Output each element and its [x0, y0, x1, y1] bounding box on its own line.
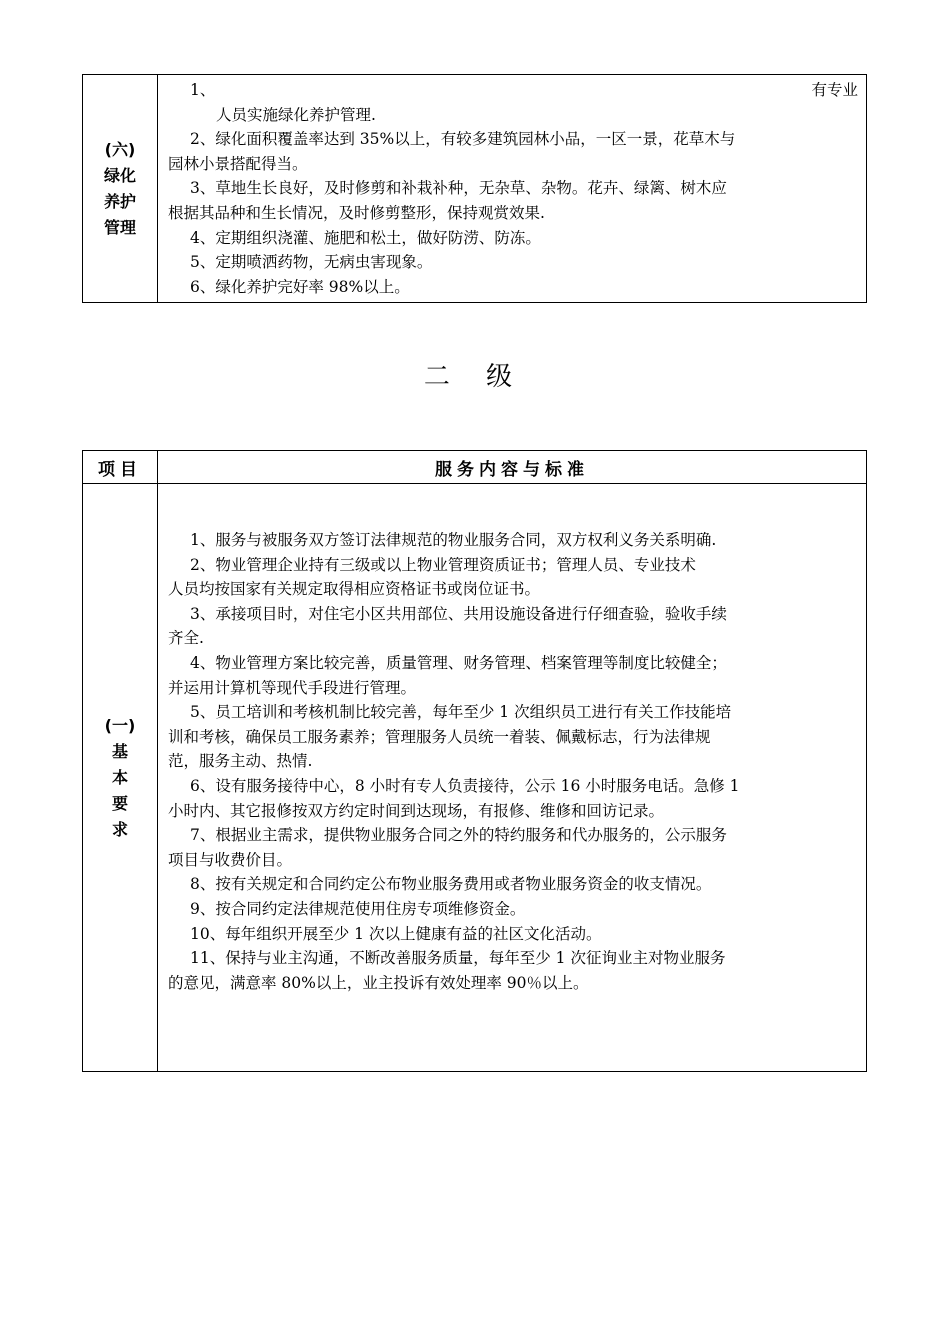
- row-label-part: 求: [111, 819, 128, 839]
- row-label-cell: [83, 484, 158, 1072]
- table-header-row: [83, 451, 867, 484]
- row-label-part: (一): [104, 715, 136, 735]
- content-line: 3、草地生长良好，及时修剪和补栽补种，无杂草、杂物。花卉、绿篱、树木应: [190, 179, 727, 198]
- content-line: 7、根据业主需求，提供物业服务合同之外的特约服务和代办服务的，公示服务: [190, 826, 727, 845]
- item-number: 1、: [190, 81, 216, 99]
- item-right-text: 有专业: [811, 81, 858, 99]
- section-label-part: 绿化: [103, 165, 136, 185]
- content-line: 人员均按国家有关规定取得相应资格证书或岗位证书。: [168, 580, 541, 599]
- content-line: 范，服务主动、热情.: [168, 752, 313, 771]
- content-line: 根据其品种和生长情况，及时修剪整形，保持观赏效果.: [168, 203, 545, 222]
- header-item-cell: 项目: [83, 451, 158, 484]
- section-label-part: 养护: [103, 191, 136, 211]
- header-content-cell: 服务内容与标准: [158, 451, 867, 484]
- section-label-cell: [83, 75, 158, 303]
- content-line: 6、设有服务接待中心，8 小时有专人负责接待，公示 16 小时服务电话。急修 1: [190, 776, 740, 795]
- content-first-line: [168, 78, 858, 103]
- content-line: 2、物业管理企业持有三级或以上物业管理资质证书；管理人员、专业技术: [190, 555, 696, 574]
- row-label-part: 基: [111, 741, 128, 761]
- content-line: 6、绿化养护完好率 98%以上。: [190, 277, 410, 296]
- page-title: 二 级: [423, 362, 527, 392]
- content-line: 10、每年组织开展至少 1 次以上健康有益的社区文化活动。: [190, 924, 602, 943]
- content-line: 5、定期喷洒药物，无病虫害现象。: [190, 253, 433, 272]
- content-line: 训和考核，确保员工服务素养；管理服务人员统一着装、佩戴标志，行为法律规: [168, 727, 711, 746]
- row-label-part: 要: [111, 793, 128, 813]
- content-line: 4、定期组织浇灌、施肥和松土，做好防涝、防冻。: [190, 228, 541, 247]
- content-line: 3、承接项目时，对住宅小区共用部位、共用设施设备进行仔细查验，验收手续: [190, 604, 727, 623]
- content-line: 的意见，满意率 80%以上，业主投诉有效处理率 90％以上。: [168, 973, 589, 992]
- content-line: 园林小景搭配得当。: [168, 154, 308, 173]
- content-line: 11、保持与业主沟通，不断改善服务质量，每年至少 1 次征询业主对物业服务: [190, 949, 726, 968]
- content-line: 项目与收费价目。: [168, 850, 293, 869]
- content-line: 1、服务与被服务双方签订法律规范的物业服务合同，双方权利义务关系明确.: [190, 531, 717, 549]
- content-line: 人员实施绿化养护管理.: [216, 105, 376, 124]
- content-line: 2、绿化面积覆盖率达到 35%以上，有较多建筑园林小品，一区一景，花草木与: [190, 130, 736, 149]
- section-label-part: (六): [104, 139, 136, 159]
- section-label-part: 管理: [103, 217, 136, 237]
- row-label-part: 本: [111, 767, 128, 787]
- content-line: 5、员工培训和考核机制比较完善，每年至少 1 次组织员工进行有关工作技能培: [190, 703, 732, 722]
- content-line: 小时内、其它报修按双方约定时间到达现场，有报修、维修和回访记录。: [168, 801, 665, 820]
- content-line: 9、按合同约定法律规范使用住房专项维修资金。: [190, 899, 526, 918]
- row-content-cell: [158, 484, 867, 1072]
- content-line: 8、按有关规定和合同约定公布物业服务费用或者物业服务资金的收支情况。: [190, 875, 712, 894]
- table-row: [83, 484, 867, 1072]
- table-row: [83, 75, 867, 303]
- service-standard-table: [82, 450, 867, 1072]
- content-line: 并运用计算机等现代手段进行管理。: [168, 678, 417, 697]
- content-line: 齐全.: [168, 629, 204, 648]
- greening-section-table: [82, 74, 867, 303]
- section-content-cell: [158, 75, 867, 303]
- content-line: 4、物业管理方案比较完善，质量管理、财务管理、档案管理等制度比较健全；: [190, 653, 727, 672]
